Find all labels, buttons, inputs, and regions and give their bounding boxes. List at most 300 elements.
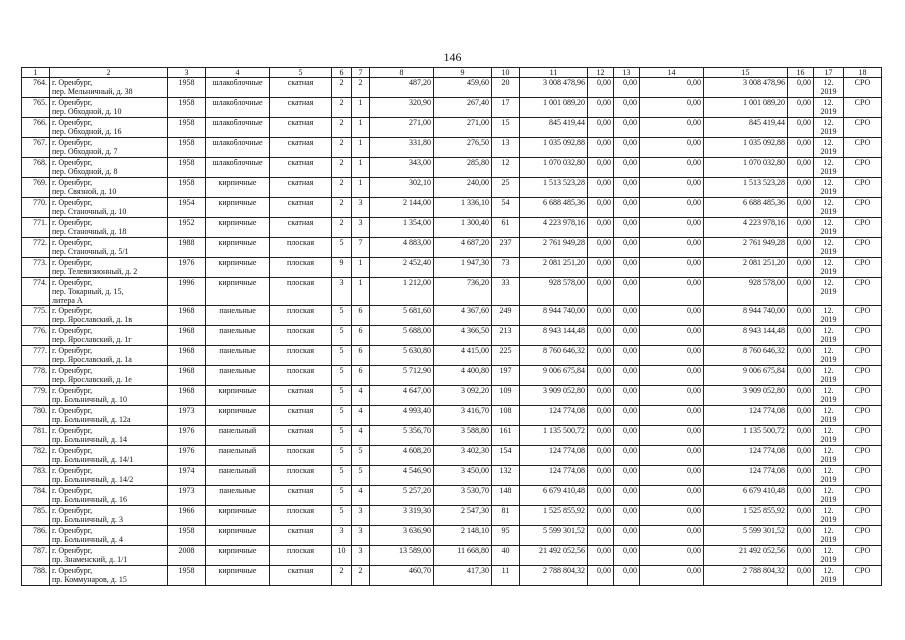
floors-cell: 5 <box>332 346 352 366</box>
living-area-cell: 4 366,50 <box>434 326 492 346</box>
cost-col14-cell: 0,00 <box>640 346 704 366</box>
period-year: 2019 <box>820 395 837 404</box>
entrances-cell: 1 <box>352 138 370 158</box>
table-row <box>22 426 882 446</box>
residents-cell: 108 <box>492 406 520 426</box>
cost-col12-cell: 0,00 <box>588 386 614 406</box>
address-cell <box>50 426 168 446</box>
roof-type-cell: плоская <box>270 546 332 566</box>
entrances-cell: 5 <box>352 466 370 486</box>
cost-col13-cell: 0,00 <box>614 466 640 486</box>
total-area-cell: 5 630,80 <box>370 346 434 366</box>
address-line: г. Оренбург, <box>52 158 93 167</box>
cost-col15-cell: 8 943 144,48 <box>704 326 788 346</box>
entrances-cell: 3 <box>352 218 370 238</box>
cost-col14-cell: 0,00 <box>640 406 704 426</box>
entrances-cell: 4 <box>352 386 370 406</box>
total-area-cell: 4 883,00 <box>370 238 434 258</box>
address-cell <box>50 346 168 366</box>
cost-col13-cell: 0,00 <box>614 78 640 98</box>
cost-col12-cell: 0,00 <box>588 506 614 526</box>
col-header: 9 <box>434 68 492 78</box>
total-area-cell: 487,20 <box>370 78 434 98</box>
floors-cell: 3 <box>332 526 352 546</box>
build-year-cell: 1968 <box>168 346 206 366</box>
repair-method-cell: СРО <box>844 158 882 178</box>
address-cell <box>50 178 168 198</box>
roof-type-cell: скатная <box>270 406 332 426</box>
cost-col14-cell: 0,00 <box>640 178 704 198</box>
living-area-cell: 3 588,80 <box>434 426 492 446</box>
cost-col14-cell: 0,00 <box>640 198 704 218</box>
repair-period-cell <box>814 346 844 366</box>
cost-col14-cell: 0,00 <box>640 386 704 406</box>
wall-material-cell: панельный <box>206 466 270 486</box>
address-line: пр. Больничный, д. 4 <box>52 535 124 544</box>
residents-cell: 225 <box>492 346 520 366</box>
total-cost-cell: 124 774,08 <box>520 466 588 486</box>
living-area-cell: 1 336,10 <box>434 198 492 218</box>
wall-material-cell: шлакоблочные <box>206 158 270 178</box>
build-year-cell: 1976 <box>168 446 206 466</box>
residents-cell: 61 <box>492 218 520 238</box>
cost-col12-cell: 0,00 <box>588 218 614 238</box>
address-line: пер. Связной, д. 10 <box>52 187 117 196</box>
address-line: г. Оренбург, <box>52 566 93 575</box>
address-cell <box>50 78 168 98</box>
residents-cell: 249 <box>492 306 520 326</box>
table-row <box>22 258 882 278</box>
living-area-cell: 4 415,00 <box>434 346 492 366</box>
entrances-cell: 1 <box>352 258 370 278</box>
period-month: 12. <box>823 326 834 335</box>
row-number-cell: 767. <box>22 138 50 158</box>
total-area-cell: 1 354,00 <box>370 218 434 238</box>
wall-material-cell: шлакоблочные <box>206 78 270 98</box>
repair-period-cell <box>814 386 844 406</box>
roof-type-cell: плоская <box>270 366 332 386</box>
table-row <box>22 118 882 138</box>
entrances-cell: 1 <box>352 98 370 118</box>
living-area-cell: 276,50 <box>434 138 492 158</box>
cost-col13-cell: 0,00 <box>614 238 640 258</box>
build-year-cell: 1974 <box>168 466 206 486</box>
period-year: 2019 <box>820 535 837 544</box>
floors-cell: 2 <box>332 78 352 98</box>
period-year: 2019 <box>820 187 837 196</box>
address-line: г. Оренбург, <box>52 98 93 107</box>
period-month: 12. <box>823 306 834 315</box>
repair-period-cell <box>814 326 844 346</box>
cost-col12-cell: 0,00 <box>588 306 614 326</box>
total-cost-cell: 3 909 052,80 <box>520 386 588 406</box>
residents-cell: 132 <box>492 466 520 486</box>
floors-cell: 10 <box>332 546 352 566</box>
address-cell <box>50 446 168 466</box>
living-area-cell: 1 300,40 <box>434 218 492 238</box>
roof-type-cell: скатная <box>270 566 332 586</box>
address-line: г. Оренбург, <box>52 546 93 555</box>
table-row <box>22 326 882 346</box>
address-line: пр. Знаменский, д. 1/1 <box>52 555 128 564</box>
cost-col12-cell: 0,00 <box>588 98 614 118</box>
floors-cell: 3 <box>332 278 352 306</box>
table-row <box>22 278 882 306</box>
address-line: пер. Телевизионный, д. 2 <box>52 267 138 276</box>
build-year-cell: 1958 <box>168 118 206 138</box>
total-area-cell: 5 257,20 <box>370 486 434 506</box>
cost-col12-cell: 0,00 <box>588 546 614 566</box>
total-cost-cell: 21 492 052,56 <box>520 546 588 566</box>
total-area-cell: 5 681,60 <box>370 306 434 326</box>
col-header: 11 <box>520 68 588 78</box>
cost-col15-cell: 1 525 855,92 <box>704 506 788 526</box>
residents-cell: 73 <box>492 258 520 278</box>
cost-col16-cell: 0,00 <box>788 506 814 526</box>
period-year: 2019 <box>820 355 837 364</box>
entrances-cell: 7 <box>352 238 370 258</box>
row-number-cell: 780. <box>22 406 50 426</box>
living-area-cell: 459,60 <box>434 78 492 98</box>
residents-cell: 17 <box>492 98 520 118</box>
address-line: пр. Больничный, д. 14/1 <box>52 455 134 464</box>
cost-col15-cell: 1 035 092,88 <box>704 138 788 158</box>
period-year: 2019 <box>820 555 837 564</box>
total-cost-cell: 5 599 301,52 <box>520 526 588 546</box>
table-row <box>22 306 882 326</box>
cost-col15-cell: 6 679 410,48 <box>704 486 788 506</box>
total-area-cell: 13 589,00 <box>370 546 434 566</box>
repair-period-cell <box>814 446 844 466</box>
col-header: 1 <box>22 68 50 78</box>
cost-col13-cell: 0,00 <box>614 386 640 406</box>
repair-method-cell: СРО <box>844 506 882 526</box>
period-month: 12. <box>823 386 834 395</box>
roof-type-cell: плоская <box>270 238 332 258</box>
floors-cell: 5 <box>332 446 352 466</box>
repair-period-cell <box>814 98 844 118</box>
row-number-cell: 766. <box>22 118 50 138</box>
table-row <box>22 566 882 586</box>
address-line: г. Оренбург, <box>52 178 93 187</box>
build-year-cell: 1958 <box>168 566 206 586</box>
total-area-cell: 1 212,00 <box>370 278 434 306</box>
cost-col16-cell: 0,00 <box>788 446 814 466</box>
cost-col13-cell: 0,00 <box>614 258 640 278</box>
table-row <box>22 138 882 158</box>
repair-method-cell: СРО <box>844 446 882 466</box>
row-number-cell: 782. <box>22 446 50 466</box>
period-month: 12. <box>823 78 834 87</box>
cost-col13-cell: 0,00 <box>614 446 640 466</box>
roof-type-cell: плоская <box>270 326 332 346</box>
roof-type-cell: скатная <box>270 486 332 506</box>
row-number-cell: 772. <box>22 238 50 258</box>
living-area-cell: 4 687,20 <box>434 238 492 258</box>
row-number-cell: 783. <box>22 466 50 486</box>
address-line: пр. Больничный, д. 10 <box>52 395 128 404</box>
floors-cell: 9 <box>332 258 352 278</box>
address-cell <box>50 566 168 586</box>
entrances-cell: 4 <box>352 426 370 446</box>
table-row <box>22 238 882 258</box>
col-header: 17 <box>814 68 844 78</box>
row-number-cell: 770. <box>22 198 50 218</box>
cost-col12-cell: 0,00 <box>588 258 614 278</box>
cost-col14-cell: 0,00 <box>640 278 704 306</box>
cost-col14-cell: 0,00 <box>640 366 704 386</box>
address-cell <box>50 386 168 406</box>
total-area-cell: 5 712,90 <box>370 366 434 386</box>
build-year-cell: 1973 <box>168 406 206 426</box>
address-line: г. Оренбург, <box>52 506 93 515</box>
repair-period-cell <box>814 278 844 306</box>
address-cell <box>50 506 168 526</box>
total-area-cell: 5 688,00 <box>370 326 434 346</box>
address-line: г. Оренбург, <box>52 138 93 147</box>
residents-cell: 81 <box>492 506 520 526</box>
wall-material-cell: панельный <box>206 446 270 466</box>
total-area-cell: 4 647,00 <box>370 386 434 406</box>
total-area-cell: 3 319,30 <box>370 506 434 526</box>
cost-col12-cell: 0,00 <box>588 158 614 178</box>
cost-col16-cell: 0,00 <box>788 218 814 238</box>
cost-col16-cell: 0,00 <box>788 158 814 178</box>
cost-col13-cell: 0,00 <box>614 138 640 158</box>
cost-col16-cell: 0,00 <box>788 238 814 258</box>
row-number-cell: 788. <box>22 566 50 586</box>
entrances-cell: 6 <box>352 306 370 326</box>
living-area-cell: 4 400,80 <box>434 366 492 386</box>
wall-material-cell: шлакоблочные <box>206 138 270 158</box>
total-cost-cell: 8 943 144,48 <box>520 326 588 346</box>
registry-table <box>21 67 882 586</box>
cost-col15-cell: 5 599 301,52 <box>704 526 788 546</box>
wall-material-cell: кирпичные <box>206 386 270 406</box>
build-year-cell: 1996 <box>168 278 206 306</box>
address-line: г. Оренбург, <box>52 218 93 227</box>
cost-col15-cell: 2 081 251,20 <box>704 258 788 278</box>
total-cost-cell: 6 688 485,36 <box>520 198 588 218</box>
cost-col15-cell: 4 223 978,16 <box>704 218 788 238</box>
col-header: 18 <box>844 68 882 78</box>
period-month: 12. <box>823 546 834 555</box>
wall-material-cell: кирпичные <box>206 258 270 278</box>
roof-type-cell: скатная <box>270 426 332 446</box>
wall-material-cell: кирпичные <box>206 566 270 586</box>
total-area-cell: 460,70 <box>370 566 434 586</box>
wall-material-cell: кирпичные <box>206 178 270 198</box>
wall-material-cell: панельные <box>206 346 270 366</box>
living-area-cell: 2 547,30 <box>434 506 492 526</box>
period-month: 12. <box>823 346 834 355</box>
floors-cell: 5 <box>332 406 352 426</box>
table-row <box>22 386 882 406</box>
total-cost-cell: 2 761 949,28 <box>520 238 588 258</box>
period-year: 2019 <box>820 335 837 344</box>
total-area-cell: 343,00 <box>370 158 434 178</box>
period-month: 12. <box>823 98 834 107</box>
cost-col15-cell: 2 761 949,28 <box>704 238 788 258</box>
address-line: пер. Станочный, д. 18 <box>52 227 127 236</box>
roof-type-cell: скатная <box>270 178 332 198</box>
table-row <box>22 526 882 546</box>
total-area-cell: 320,90 <box>370 98 434 118</box>
roof-type-cell: скатная <box>270 138 332 158</box>
cost-col13-cell: 0,00 <box>614 326 640 346</box>
cost-col12-cell: 0,00 <box>588 366 614 386</box>
address-line: г. Оренбург, <box>52 278 93 287</box>
table-row <box>22 218 882 238</box>
address-line: пер. Обходной, д. 7 <box>52 147 118 156</box>
wall-material-cell: панельные <box>206 306 270 326</box>
row-number-cell: 769. <box>22 178 50 198</box>
cost-col14-cell: 0,00 <box>640 218 704 238</box>
row-number-cell: 781. <box>22 426 50 446</box>
roof-type-cell: скатная <box>270 198 332 218</box>
row-number-cell: 768. <box>22 158 50 178</box>
cost-col15-cell: 124 774,08 <box>704 406 788 426</box>
floors-cell: 5 <box>332 506 352 526</box>
repair-method-cell: СРО <box>844 466 882 486</box>
repair-method-cell: СРО <box>844 278 882 306</box>
repair-method-cell: СРО <box>844 78 882 98</box>
roof-type-cell: плоская <box>270 446 332 466</box>
total-cost-cell: 9 006 675,84 <box>520 366 588 386</box>
address-cell <box>50 326 168 346</box>
repair-period-cell <box>814 406 844 426</box>
address-line: пер. Ярославский, д. 1а <box>52 355 132 364</box>
row-number-cell: 786. <box>22 526 50 546</box>
cost-col12-cell: 0,00 <box>588 238 614 258</box>
total-cost-cell: 2 788 804,32 <box>520 566 588 586</box>
floors-cell: 5 <box>332 238 352 258</box>
address-line: пр. Коммунаров, д. 15 <box>52 575 127 584</box>
cost-col15-cell: 9 006 675,84 <box>704 366 788 386</box>
total-cost-cell: 8 944 740,00 <box>520 306 588 326</box>
repair-period-cell <box>814 466 844 486</box>
address-line: г. Оренбург, <box>52 78 93 87</box>
total-cost-cell: 6 679 410,48 <box>520 486 588 506</box>
build-year-cell: 1952 <box>168 218 206 238</box>
period-month: 12. <box>823 238 834 247</box>
living-area-cell: 285,80 <box>434 158 492 178</box>
period-month: 12. <box>823 138 834 147</box>
floors-cell: 2 <box>332 218 352 238</box>
period-year: 2019 <box>820 287 837 296</box>
total-cost-cell: 2 081 251,20 <box>520 258 588 278</box>
total-cost-cell: 1 001 089,20 <box>520 98 588 118</box>
total-area-cell: 271,00 <box>370 118 434 138</box>
period-year: 2019 <box>820 515 837 524</box>
roof-type-cell: скатная <box>270 158 332 178</box>
address-cell <box>50 278 168 306</box>
table-row <box>22 158 882 178</box>
table-row <box>22 346 882 366</box>
col-header: 2 <box>50 68 168 78</box>
floors-cell: 5 <box>332 426 352 446</box>
period-month: 12. <box>823 198 834 207</box>
wall-material-cell: кирпичные <box>206 278 270 306</box>
address-line: г. Оренбург, <box>52 306 93 315</box>
row-number-cell: 773. <box>22 258 50 278</box>
address-cell <box>50 258 168 278</box>
repair-period-cell <box>814 158 844 178</box>
cost-col16-cell: 0,00 <box>788 258 814 278</box>
wall-material-cell: кирпичные <box>206 526 270 546</box>
wall-material-cell: шлакоблочные <box>206 118 270 138</box>
total-cost-cell: 3 008 478,96 <box>520 78 588 98</box>
period-year: 2019 <box>820 435 837 444</box>
row-number-cell: 764. <box>22 78 50 98</box>
col-header: 10 <box>492 68 520 78</box>
cost-col13-cell: 0,00 <box>614 178 640 198</box>
cost-col15-cell: 845 419,44 <box>704 118 788 138</box>
cost-col12-cell: 0,00 <box>588 426 614 446</box>
residents-cell: 13 <box>492 138 520 158</box>
cost-col15-cell: 21 492 052,56 <box>704 546 788 566</box>
build-year-cell: 1966 <box>168 506 206 526</box>
row-number-cell: 777. <box>22 346 50 366</box>
period-year: 2019 <box>820 315 837 324</box>
cost-col15-cell: 1 135 500,72 <box>704 426 788 446</box>
wall-material-cell: панельные <box>206 366 270 386</box>
col-header: 7 <box>352 68 370 78</box>
total-cost-cell: 8 760 646,32 <box>520 346 588 366</box>
cost-col16-cell: 0,00 <box>788 198 814 218</box>
floors-cell: 2 <box>332 198 352 218</box>
cost-col12-cell: 0,00 <box>588 406 614 426</box>
build-year-cell: 1968 <box>168 366 206 386</box>
address-cell <box>50 118 168 138</box>
cost-col15-cell: 124 774,08 <box>704 466 788 486</box>
address-line: г. Оренбург, <box>52 238 93 247</box>
build-year-cell: 1958 <box>168 98 206 118</box>
address-cell <box>50 466 168 486</box>
wall-material-cell: кирпичные <box>206 506 270 526</box>
floors-cell: 2 <box>332 566 352 586</box>
roof-type-cell: плоская <box>270 466 332 486</box>
repair-method-cell: СРО <box>844 366 882 386</box>
cost-col12-cell: 0,00 <box>588 466 614 486</box>
period-month: 12. <box>823 466 834 475</box>
cost-col12-cell: 0,00 <box>588 566 614 586</box>
wall-material-cell: шлакоблочные <box>206 98 270 118</box>
roof-type-cell: скатная <box>270 98 332 118</box>
total-area-cell: 4 993,40 <box>370 406 434 426</box>
cost-col14-cell: 0,00 <box>640 566 704 586</box>
address-line: пер. Ярославский, д. 1е <box>52 375 132 384</box>
entrances-cell: 2 <box>352 78 370 98</box>
repair-method-cell: СРО <box>844 426 882 446</box>
total-area-cell: 331,80 <box>370 138 434 158</box>
cost-col16-cell: 0,00 <box>788 486 814 506</box>
cost-col13-cell: 0,00 <box>614 306 640 326</box>
repair-method-cell: СРО <box>844 406 882 426</box>
address-line: г. Оренбург, <box>52 386 93 395</box>
build-year-cell: 2008 <box>168 546 206 566</box>
address-line: г. Оренбург, <box>52 258 93 267</box>
wall-material-cell: панельные <box>206 326 270 346</box>
repair-method-cell: СРО <box>844 526 882 546</box>
living-area-cell: 3 402,30 <box>434 446 492 466</box>
period-month: 12. <box>823 486 834 495</box>
address-cell <box>50 138 168 158</box>
table-row <box>22 198 882 218</box>
cost-col14-cell: 0,00 <box>640 326 704 346</box>
cost-col12-cell: 0,00 <box>588 486 614 506</box>
living-area-cell: 3 450,00 <box>434 466 492 486</box>
